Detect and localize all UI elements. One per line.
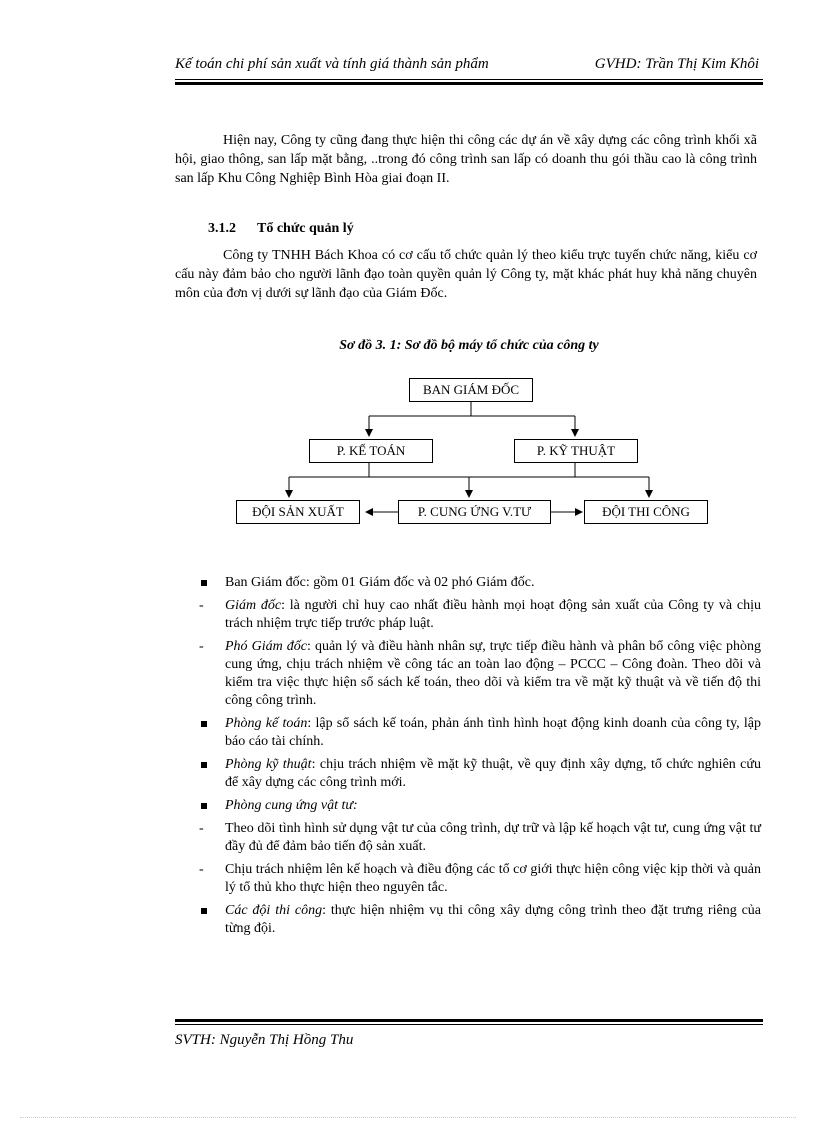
intro-paragraph: Hiện nay, Công ty cũng đang thực hiện thi công các dự án về xây dựng các công trình khối xã hội, giao thông, san lấp mặt bằng, ..trong đó công trình san lấp có doanh thu gói thầu cao là công trình san lấp Khu Công Nghiệp Bình Hòa giai đoạn II. xyxy=(175,133,757,186)
section-number: 3.1.2 xyxy=(208,221,236,236)
list-item: - Giám đốc: là người chỉ huy cao nhất điều hành mọi hoạt động sản xuất của Công ty và chịu trách nhiệm trực tiếp trước pháp luật. xyxy=(199,598,761,631)
page-edge-divider xyxy=(20,1117,796,1118)
header-title: Kế toán chi phí sản xuất và tính giá thành sản phẩm xyxy=(175,56,489,72)
node-accounting-dept: P. KẾ TOÁN xyxy=(309,439,433,463)
footer-student: SVTH: Nguyễn Thị Hồng Thu xyxy=(175,1032,354,1048)
footer-rule-thick xyxy=(175,1019,763,1022)
node-technical-dept: P. KỸ THUẬT xyxy=(514,439,638,463)
list-item: - Chịu trách nhiệm lên kế hoạch và điều động các tổ cơ giới thực hiện công việc kịp thời và quản lý tổ thủ kho thực hiện theo nguyên tắc. xyxy=(199,862,761,895)
list-item: Phòng cung ứng vật tư: xyxy=(225,798,358,813)
dash-bullet: - xyxy=(199,639,204,654)
org-chart-connectors xyxy=(0,0,816,560)
list-item: Các đội thi công: thực hiện nhiệm vụ thi công xây dựng công trình theo đặt trưng riêng của từng đội. xyxy=(225,903,762,936)
list-item: Ban Giám đốc: gồm 01 Giám đốc và 02 phó Giám đốc. xyxy=(225,575,535,590)
list-item: - Theo dõi tình hình sử dụng vật tư của công trình, dự trữ và lập kế hoạch vật tư, cung ứng vật tư đầy đủ để đảm bảo tiến độ sản xuất. xyxy=(199,821,761,854)
node-supply-dept: P. CUNG ỨNG V.TƯ xyxy=(398,500,551,524)
node-production-team: ĐỘI SẢN XUẤT xyxy=(236,500,360,524)
list-item: - Phó Giám đốc: quản lý và điều hành nhân sự, trực tiếp điều hành và phân bổ công việc phòng cung ứng, chịu trách nhiệm về công tác an toàn lao động – PCCC – Công đoàn. Theo dõi và kiểm tra việc thực hiện sổ sách kế toán, theo dõi và kiểm tra về mặt kỹ thuật và về tiến độ thi công công trình. xyxy=(199,639,761,708)
responsibilities-list xyxy=(199,574,761,943)
section-paragraph: Công ty TNHH Bách Khoa có cơ cấu tổ chức quản lý theo kiểu trực tuyến chức năng, kiểu cơ cấu này đảm bảo cho người lãnh đạo toàn quyền quản lý Công ty, mặt khác phát huy khả năng chuyên môn của đơn vị dưới sự lãnh đạo của Giám Đốc. xyxy=(175,248,757,301)
list-item: Phòng kế toán: lập sổ sách kế toán, phản ánh tình hình hoạt động kinh doanh của công ty, lập báo cáo tài chính. xyxy=(225,716,761,749)
node-board-of-directors: BAN GIÁM ĐỐC xyxy=(409,378,533,402)
header-advisor: GVHD: Trần Thị Kim Khôi xyxy=(594,56,759,72)
footer-rule-thin xyxy=(175,1024,763,1025)
section-title: Tổ chức quản lý xyxy=(257,221,354,236)
node-construction-team: ĐỘI THI CÔNG xyxy=(584,500,708,524)
diagram-caption: Sơ đồ 3. 1: Sơ đồ bộ máy tổ chức của công ty xyxy=(339,338,599,353)
list-item: Phòng kỹ thuật: chịu trách nhiệm về mặt kỹ thuật, về quy định xây dựng, tổ chức nghiên cứu để xây dựng các công trình mới. xyxy=(225,757,761,790)
dash-bullet: - xyxy=(199,598,204,613)
dash-bullet: - xyxy=(199,862,204,877)
dash-bullet: - xyxy=(199,821,204,836)
